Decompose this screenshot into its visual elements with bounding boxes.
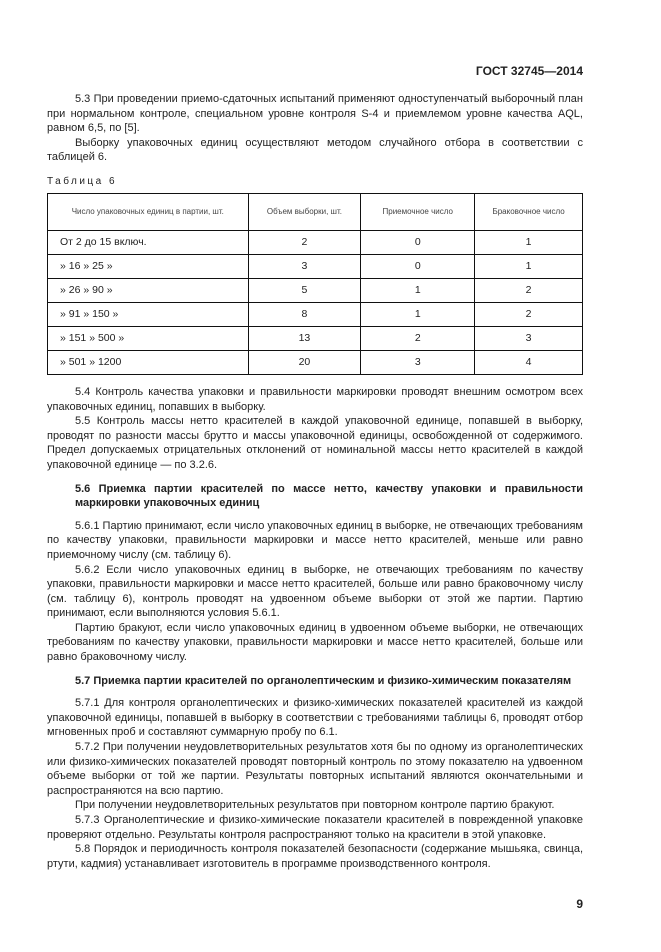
- table-cell: 1: [361, 302, 475, 326]
- paragraph-5-6-2: 5.6.2 Если число упаковочных единиц в выборке, не отвечающих требованиям по качеству упаковки, правильности маркировки и массе нетто красителей, больше или равно браковочному числу (см. таблицу 6), контроль проводят на удвоенном объеме выборки от этой же партии. Партию принимают, если выполняются условия 5.6.1.: [47, 563, 583, 620]
- paragraph-5-7-1: 5.7.1 Для контроля органолептических и физико-химических показателей красителей из каждой упаковочной единицы, попавшей в выборку в соответствии с требованиями таблицы 6, проводят отбор мгновенных проб и составляют суммарную пробу по 6.1.: [47, 697, 583, 739]
- document-page: [47, 0, 583, 952]
- table-cell: » 501 » 1200: [48, 350, 249, 374]
- section-5-3: [47, 92, 583, 165]
- table-cell: » 151 » 500 »: [48, 326, 249, 350]
- document-header: ГОСТ 32745—2014: [475, 64, 583, 78]
- table-cell: 0: [361, 254, 475, 278]
- table-row: [48, 278, 583, 302]
- table-cell: 20: [248, 350, 361, 374]
- section-heading-5-7: 5.7 Приемка партии красителей по органолептическим и физико-химическим показателям: [75, 674, 572, 687]
- column-header: Приемочное число: [361, 193, 475, 230]
- table-header-row: [48, 193, 583, 230]
- body-text: [47, 385, 583, 871]
- table-row: [48, 326, 583, 350]
- table-cell: 1: [361, 278, 475, 302]
- column-header: Объем выборки, шт.: [248, 193, 361, 230]
- table-cell: » 26 » 90 »: [48, 278, 249, 302]
- table-row: [48, 302, 583, 326]
- paragraph-5-6-reject: Партию бракуют, если число упаковочных единиц в удвоенном объеме выборки, не отвечающих требованиям по качеству упаковки, правильности маркировки и массе нетто красителей, больше или равно браковочному числу.: [47, 621, 583, 664]
- paragraph-5-3-sampling: Выборку упаковочных единиц осуществляют методом случайного отбора в соответствии с таблицей 6.: [47, 136, 583, 164]
- column-header: Браковочное число: [475, 193, 583, 230]
- table-cell: 3: [475, 326, 583, 350]
- table-cell: 2: [475, 302, 583, 326]
- table-cell: 0: [361, 230, 475, 254]
- column-header: Число упаковочных единиц в партии, шт.: [48, 193, 249, 230]
- table-cell: От 2 до 15 включ.: [48, 230, 249, 254]
- table-row: [48, 230, 583, 254]
- paragraph-5-7-2-reject: При получении неудовлетворительных результатов при повторном контроле партию бракуют.: [75, 799, 555, 812]
- table-cell: 1: [475, 254, 583, 278]
- paragraph-5-7-3: 5.7.3 Органолептические и физико-химические показатели красителей в поврежденной упаковке проверяют отдельно. Результаты контроля распространяют только на красители в этой упаковке.: [47, 814, 583, 841]
- paragraph-5-6-1: 5.6.1 Партию принимают, если число упаковочных единиц в выборке, не отвечающих требованиям по качеству упаковки, правильности маркировки и массе нетто красителей, меньше или равно приемочному числу (см. таблицу 6).: [47, 519, 583, 561]
- paragraph-5-7-2: 5.7.2 При получении неудовлетворительных результатов хотя бы по одному из органолептических или физико-химических показателей проводят повторный контроль по этому показателю на удвоенном объеме выборки от той же партии. Результаты повторных испытаний являются окончательными и распространяются на всю партию.: [47, 741, 583, 797]
- paragraph-5-8: 5.8 Порядок и периодичность контроля показателей безопасности (содержание мышьяка, свинца, ртути, кадмия) устанавливает изготовитель в программе производственного контроля.: [47, 843, 583, 870]
- paragraph-5-3: 5.3 При проведении приемо-сдаточных испытаний применяют одноступенчатый выборочный план при нормальном контроле, специальном уровне контроля S-4 и приемлемом уровне качества AQL, равном 6,5, по [5].: [47, 93, 583, 135]
- table-cell: 13: [248, 326, 361, 350]
- table-cell: 4: [475, 350, 583, 374]
- table-cell: » 16 » 25 »: [48, 254, 249, 278]
- paragraph-5-5: 5.5 Контроль массы нетто красителей в каждой упаковочной единице, попавшей в выборку, проводят по разности массы брутто и массы упаковочной единицы, освобожденной от содержимого. Предел допускаемых отрицательных отклонений от номинальной массы нетто красителей в каждой упаковочной единице — по 3.2.6.: [47, 415, 583, 471]
- paragraph-5-4: 5.4 Контроль качества упаковки и правильности маркировки проводят внешним осмотром всех упаковочных единиц, попавших в выборку.: [47, 385, 583, 413]
- table-6: [47, 193, 583, 375]
- page-number: 9: [576, 897, 583, 912]
- table-cell: » 91 » 150 »: [48, 302, 249, 326]
- table-cell: 8: [248, 302, 361, 326]
- table-cell: 1: [475, 230, 583, 254]
- table-cell: 2: [248, 230, 361, 254]
- table-cell: 3: [248, 254, 361, 278]
- table-cell: 2: [361, 326, 475, 350]
- table-cell: 2: [475, 278, 583, 302]
- section-heading-5-6: 5.6 Приемка партии красителей по массе нетто, качеству упаковки и правильности маркировки упаковочных единиц: [75, 482, 583, 510]
- table-row: [48, 350, 583, 374]
- table-row: [48, 254, 583, 278]
- table-cell: 3: [361, 350, 475, 374]
- table-caption: Таблица 6: [47, 175, 118, 187]
- table-cell: 5: [248, 278, 361, 302]
